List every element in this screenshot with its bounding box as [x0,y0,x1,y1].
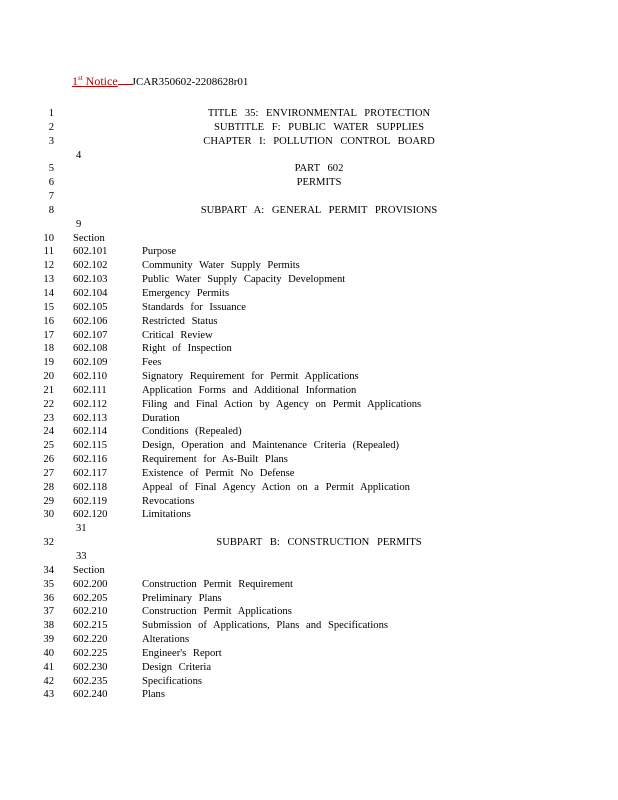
section-number: 602.107 [73,329,108,341]
section-row [0,356,618,370]
document-line [0,522,618,536]
section-row [0,578,618,592]
line-number: 18 [43,343,54,355]
section-row [0,633,618,647]
section-title: Restricted Status [142,315,218,327]
line-number: 10 [43,232,54,244]
line-number: 35 [43,578,54,590]
line-number: 26 [43,454,54,466]
section-title: Right of Inspection [142,343,232,355]
section-number: 602.116 [73,454,108,466]
section-number: 602.106 [73,315,108,327]
document-line [0,135,618,149]
section-title: Duration [142,412,180,424]
section-number: 602.113 [73,412,108,424]
section-title: Design, Operation and Maintenance Criteria (Repealed) [142,440,400,452]
title-heading: TITLE 35: ENVIRONMENTAL PROTECTION [207,108,431,119]
section-row [0,273,618,287]
section-number: 602.112 [73,398,108,410]
line-number: 4 [76,149,82,161]
section-row [0,384,618,398]
section-title: Requirement for As-Built Plans [142,454,288,466]
part-name-heading: PERMITS [296,177,342,189]
line-number: 27 [43,467,54,479]
section-title: Revocations [142,495,195,507]
line-number: 7 [48,191,54,203]
line-number: 8 [48,204,54,216]
line-number: 43 [43,689,54,701]
section-number: 602.115 [73,440,108,452]
section-number: 602.205 [73,592,108,604]
section-row [0,467,618,481]
document-line [0,536,618,550]
section-number: 602.117 [73,467,108,479]
document-body [0,107,618,702]
section-title: Construction Permit Requirement [142,578,293,590]
line-number: 42 [43,675,54,687]
section-title: Purpose [142,246,177,258]
section-title: Plans [142,689,165,701]
section-number: 602.120 [73,509,108,521]
line-number: 28 [43,481,54,493]
section-row [0,508,618,522]
section-row [0,453,618,467]
section-number: 602.101 [73,246,108,258]
line-number: 32 [43,537,54,549]
line-number: 29 [43,495,54,507]
chapter-heading: CHAPTER I: POLLUTION CONTROL BOARD [203,135,435,147]
line-number: 16 [43,315,54,327]
section-row [0,675,618,689]
notice-header [72,74,248,89]
section-title: Application Forms and Additional Information [142,384,357,396]
section-title: Specifications [142,675,203,687]
line-number: 31 [76,523,87,535]
line-number: 19 [43,357,54,369]
document-line [0,204,618,218]
line-number: 12 [43,260,54,272]
section-title: Design Criteria [142,661,212,673]
section-title: Limitations [142,509,191,521]
section-number: 602.103 [73,274,108,286]
line-number: 38 [43,620,54,632]
line-number: 21 [43,384,54,396]
section-number: 602.200 [73,578,108,590]
section-number: 602.110 [73,371,108,383]
section-number: 602.108 [73,343,108,355]
section-title: Appeal of Final Agency Action on a Permit Application [142,481,410,493]
section-row [0,287,618,301]
line-number: 37 [43,606,54,618]
section-column-label: Section [73,232,105,244]
section-title: Signatory Requirement for Permit Applications [142,371,359,383]
section-row [0,398,618,412]
subpart-b-heading: SUBPART B: CONSTRUCTION PERMITS [216,537,422,549]
document-id: JCAR350602-2208628r01 [131,76,249,88]
section-title: Alterations [142,634,190,646]
document-line [0,550,618,564]
section-title: Fees [142,357,162,369]
line-number: 40 [43,647,54,659]
section-title: Emergency Permits [142,287,230,299]
section-title: Critical Review [142,329,213,341]
section-number: 602.118 [73,481,108,493]
section-row [0,342,618,356]
section-number: 602.105 [73,301,108,313]
section-row [0,688,618,702]
line-number: 11 [43,246,54,258]
section-number: 602.210 [73,606,108,618]
notice-label: 1st Notice [72,74,118,88]
section-row [0,370,618,384]
line-number: 1 [48,108,54,119]
section-title: Preliminary Plans [142,592,222,604]
line-number: 3 [48,135,54,147]
section-row [0,259,618,273]
document-line [0,190,618,204]
section-number: 602.114 [73,426,108,438]
section-row [0,425,618,439]
subtitle-heading: SUBTITLE F: PUBLIC WATER SUPPLIES [214,121,424,133]
document-line [0,176,618,190]
section-row [0,439,618,453]
line-number: 41 [43,661,54,673]
line-number: 34 [43,564,54,576]
section-row [0,647,618,661]
section-title: Filing and Final Action by Agency on Permit Applications [142,398,422,410]
document-line [0,232,618,246]
section-number: 602.230 [73,661,108,673]
line-number: 13 [43,274,54,286]
section-row [0,245,618,259]
section-title: Conditions (Repealed) [142,426,242,438]
section-row [0,605,618,619]
section-row [0,329,618,343]
document-line [0,107,618,121]
line-number: 15 [43,301,54,313]
section-row [0,315,618,329]
line-number: 9 [76,218,82,230]
section-row [0,301,618,315]
section-number: 602.220 [73,634,108,646]
section-title: Public Water Supply Capacity Development [142,274,346,286]
section-row [0,619,618,633]
section-title: Community Water Supply Permits [142,260,300,272]
section-row [0,481,618,495]
section-number: 602.119 [73,495,108,507]
section-title: Submission of Applications, Plans and Specifications [142,620,388,632]
section-row [0,661,618,675]
section-column-label: Section [73,564,105,576]
section-number: 602.240 [73,689,108,701]
section-row [0,495,618,509]
line-number: 24 [43,426,54,438]
line-number: 6 [48,177,54,189]
line-number: 33 [76,551,87,562]
section-number: 602.109 [73,357,108,369]
part-heading: PART 602 [294,163,344,175]
section-number: 602.235 [73,675,108,687]
section-title: Engineer's Report [142,647,222,659]
line-number: 14 [43,287,54,299]
line-number: 30 [43,509,54,521]
document-line [0,564,618,578]
section-title: Standards for Issuance [142,301,246,313]
document-line [0,121,618,135]
line-number: 23 [43,412,54,424]
section-number: 602.102 [73,260,108,272]
line-number: 2 [48,121,54,133]
section-number: 602.111 [73,384,107,396]
section-title: Construction Permit Applications [142,606,292,618]
subpart-a-heading: SUBPART A: GENERAL PERMIT PROVISIONS [200,204,438,216]
section-number: 602.215 [73,620,108,632]
section-number: 602.104 [73,287,108,299]
line-number: 5 [48,163,54,175]
section-number: 602.225 [73,647,108,659]
section-row [0,592,618,606]
document-line [0,149,618,163]
line-number: 25 [43,440,54,452]
line-number: 17 [43,329,54,341]
section-row [0,412,618,426]
document-line [0,218,618,232]
section-title: Existence of Permit No Defense [142,467,295,479]
line-number: 39 [43,634,54,646]
line-number: 22 [43,398,54,410]
document-line [0,162,618,176]
line-number: 36 [43,592,54,604]
line-number: 20 [43,371,54,383]
